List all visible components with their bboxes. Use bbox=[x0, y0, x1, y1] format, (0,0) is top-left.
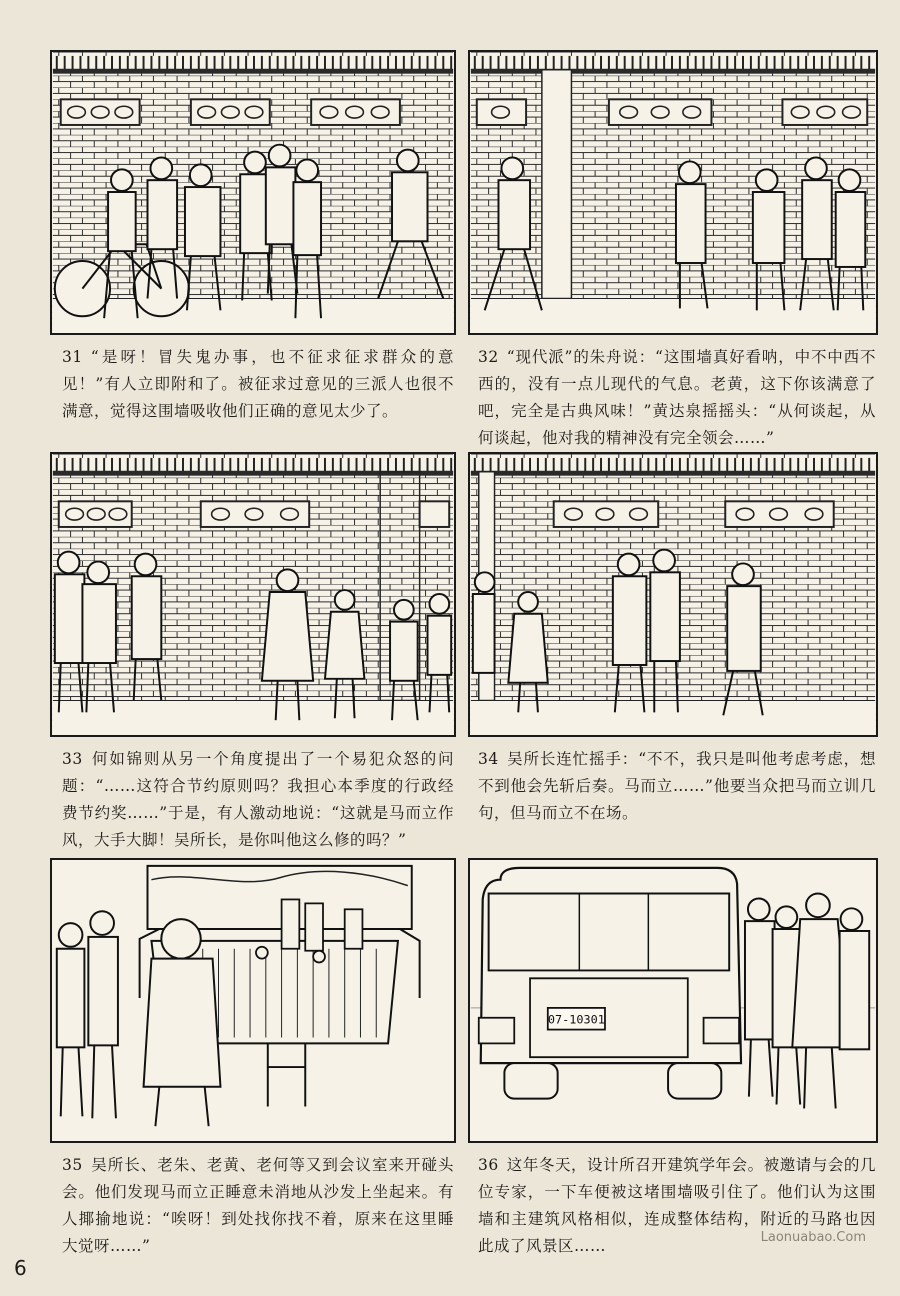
caption-text: 何如锦则从另一个角度提出了一个易犯众怒的问题：“……这符合节约原则吗？我担心本季度的行政经费节约奖……”于是，有人激动地说：“这就是马而立作风，大手大脚！吴所长，是你叫他这么修的吗？” bbox=[62, 750, 454, 849]
illustration-brick-wall-walkers bbox=[470, 52, 876, 333]
illustration-bus-and-experts bbox=[470, 860, 876, 1141]
caption-number: 31 bbox=[62, 348, 83, 366]
comic-panel-36 bbox=[468, 858, 878, 1143]
comic-panel-31 bbox=[50, 50, 456, 335]
illustration-brick-wall-argument bbox=[52, 454, 454, 735]
caption-33 bbox=[62, 746, 454, 854]
caption-number: 36 bbox=[478, 1156, 499, 1174]
watermark: Laonuabao.Com bbox=[760, 1230, 866, 1245]
caption-text: “现代派”的朱舟说：“这围墙真好看呐，中不中西不西的，没有一点儿现代的气息。老黄，这下你该满意了吧，完全是古典风味！”黄达泉摇摇头：“从何谈起，从何谈起，他对我的精神没有完全领会……” bbox=[478, 348, 876, 447]
caption-31 bbox=[62, 344, 454, 425]
illustration-meeting-room bbox=[52, 860, 454, 1141]
caption-text: 吴所长连忙摇手：“不不，我只是叫他考虑考虑，想不到他会先斩后奏。马而立……”他要当众把马而立训几句，但马而立不在场。 bbox=[478, 750, 876, 822]
caption-text: 吴所长、老朱、老黄、老何等又到会议室来开碰头会。他们发现马而立正睡意未消地从沙发上坐起来。有人揶揄地说：“唉呀！到处找你找不着，原来在这里睡大觉呀……” bbox=[62, 1156, 454, 1255]
caption-35 bbox=[62, 1152, 454, 1260]
caption-34 bbox=[478, 746, 876, 827]
caption-number: 35 bbox=[62, 1156, 83, 1174]
caption-32 bbox=[478, 344, 876, 452]
caption-text: 这年冬天，设计所召开建筑学年会。被邀请与会的几位专家，一下车便被这堵围墙吸引住了。他们认为这围墙和主建筑风格相似，连成整体结构，附近的马路也因此成了风景区…… bbox=[478, 1156, 876, 1255]
caption-text: “是呀！冒失鬼办事，也不征求征求群众的意见！”有人立即附和了。被征求过意见的三派人也很不满意，觉得这围墙吸收他们正确的意见太少了。 bbox=[62, 348, 454, 420]
comic-panel-34 bbox=[468, 452, 878, 737]
caption-number: 34 bbox=[478, 750, 499, 768]
license-plate-text: 07-10301 bbox=[547, 1012, 605, 1027]
caption-number: 32 bbox=[478, 348, 499, 366]
page-number: 6 bbox=[14, 1256, 27, 1280]
comic-panel-32 bbox=[468, 50, 878, 335]
comic-panel-35 bbox=[50, 858, 456, 1143]
comic-panel-33 bbox=[50, 452, 456, 737]
illustration-brick-wall-gesture bbox=[470, 454, 876, 735]
caption-number: 33 bbox=[62, 750, 83, 768]
illustration-brick-wall-crowd bbox=[52, 52, 454, 333]
